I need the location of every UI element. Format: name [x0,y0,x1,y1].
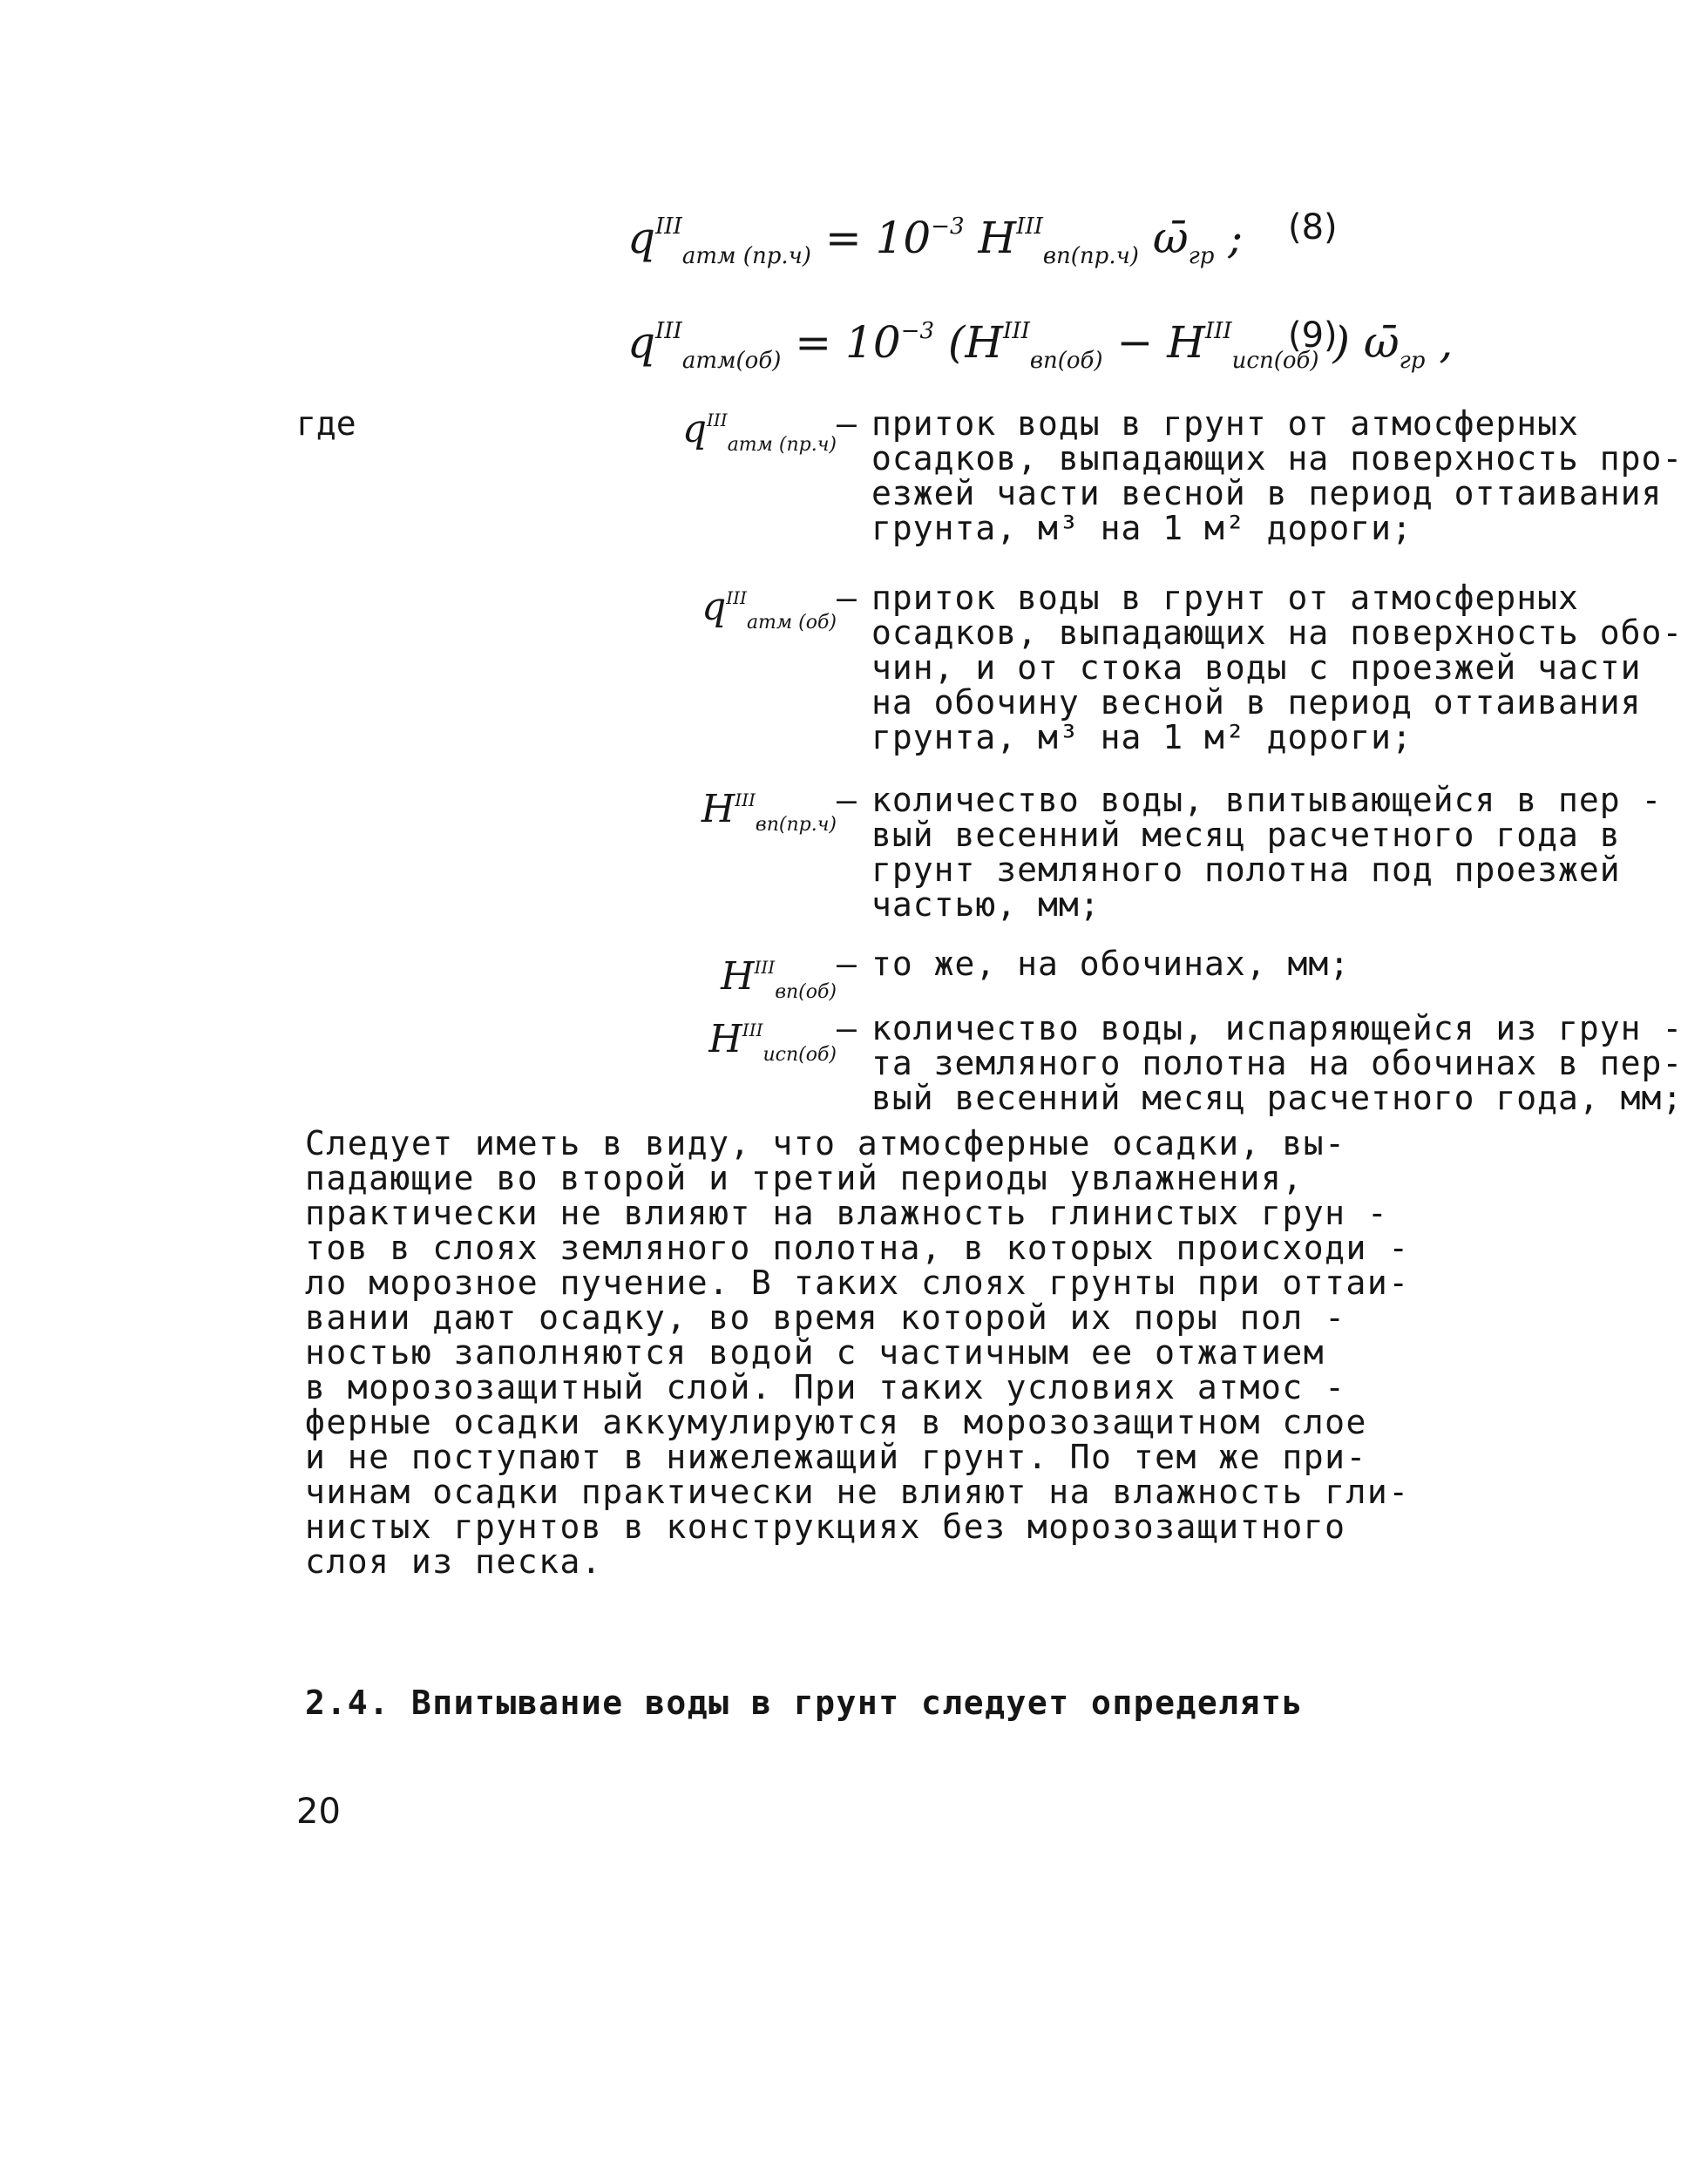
definition-dash: – [837,404,857,443]
equation-8 [627,200,1243,282]
paragraph-line: слоя из песка. [305,1542,603,1581]
body-paragraph [305,1126,1420,1579]
paragraph-line: ферные осадки аккумулируются в морозозащитном слое [305,1403,1367,1441]
eq8-rhs: = 10 [824,213,932,263]
definition-dash: – [837,1009,857,1047]
where-label: где [296,404,356,443]
paragraph-line: чинам осадки практически не влияют на влажность гли- [305,1473,1410,1511]
paragraph-line: Следует иметь в виду, что атмосферные осадки, вы- [305,1124,1346,1162]
definition-dash: – [837,579,857,617]
definition-line: грунта, м³ на 1 м² дороги; [871,509,1413,547]
definition-symbol: $H^{III}_{исп(об)}$ [708,1017,837,1066]
definition-line: осадков, выпадающих на поверхность про- [871,439,1684,478]
eq9-omega: ω̄ [1363,317,1400,368]
paragraph-line: падающие во второй и третий периоды увлажнения, [305,1159,1304,1197]
eq8-term-sub: вп(пр.ч) [1042,243,1139,269]
definition-text [871,783,1708,922]
definition-dash: – [837,945,857,983]
definition-h-vp-prch [296,781,1663,924]
definition-symbol: $q^{III}_{атм (об)}$ [702,585,837,634]
eq8-exp: −3 [931,213,965,240]
paragraph-line: и не поступают в нижележащий грунт. По тем же при- [305,1438,1367,1476]
paragraph-line: практически не влияют на влажность глинистых грун - [305,1194,1389,1232]
eq9-rhs: = 10 [795,317,901,368]
definition-line: езжей части весной в период оттаивания [871,474,1663,512]
eq9-term1: (H [947,317,1004,368]
definition-text [871,406,1708,546]
paragraph-line: тов в слоях земляного полотна, в которых происходи - [305,1229,1410,1267]
eq8-lhs-sub: атм (пр.ч) [681,243,811,269]
definition-line: грунт земляного полотна под проезжей [871,850,1621,889]
equation-9-number: (9) [1288,315,1338,356]
definition-line: количество воды, испаряющейся из грун - [871,1009,1684,1047]
eq8-lhs-sup: III [655,213,682,240]
definition-line: вый весенний месяц расчетного года, мм; [871,1079,1684,1117]
page-number: 20 [296,1792,341,1832]
definition-dash: – [837,781,857,819]
eq8-term-sup: III [1016,213,1043,240]
eq9-lhs-sup: III [655,318,682,344]
paragraph-line: вании дают осадку, во время которой их поры пол - [305,1298,1346,1337]
eq9-term1-sup: III [1003,318,1030,344]
definition-line: осадков, выпадающих на поверхность обо- [871,613,1684,652]
section-2-4-paragraph [305,1685,1420,1720]
eq9-tail: , [1439,317,1454,368]
paragraph-line: нистых грунтов в конструкциях без морозозащитного [305,1508,1346,1546]
paragraph-line: ностью заполняются водой с частичным ее отжатием [305,1333,1325,1372]
eq9-term2-sup: III [1204,318,1232,344]
definition-text [871,580,1708,755]
eq9-lhs: q [627,317,656,368]
definition-symbol: $q^{III}_{атм (пр.ч)}$ [681,407,837,456]
definition-line: вый весенний месяц расчетного года в [871,816,1621,854]
definition-line: количество воды, впитывающейся в пер - [871,781,1663,819]
definition-text [871,946,1708,981]
eq8-omega: ω̄ [1152,213,1189,263]
eq9-term2-sub: исп(об) [1231,348,1319,374]
eq8-tail: ; [1228,213,1244,263]
eq8-omega-sub: гр [1188,243,1215,269]
equation-8-number: (8) [1288,207,1338,247]
definition-q-atm-prch [296,404,1684,547]
eq9-lhs-sub: атм(об) [681,348,782,374]
definition-symbol: $H^{III}_{вп(об)}$ [721,954,837,1003]
eq8-lhs: q [627,213,656,263]
definition-line: та земляного полотна на обочинах в пер- [871,1044,1684,1082]
eq9-close: ) [1332,317,1350,368]
definition-q-atm-ob [296,579,1684,756]
definition-line: частью, мм; [871,885,1101,924]
paragraph-line: ло морозное пучение. В таких слоях грунты при оттаи- [305,1264,1410,1302]
definition-text [871,1011,1708,1115]
definition-line: приток воды в грунт от атмосферных [871,404,1579,443]
paragraph-line: 2.4. Впитывание воды в грунт следует определять [305,1684,1304,1722]
definition-line: грунта, м³ на 1 м² дороги; [871,718,1413,756]
eq9-exp: −3 [900,318,935,344]
eq8-term: H [978,213,1017,263]
definition-line: на обочину весной в период оттаивания [871,683,1642,722]
eq9-term1-sub: вп(об) [1029,348,1103,374]
definition-h-isp-ob [296,1009,1684,1117]
definition-line: чин, и от стока воды с проезжей части [871,648,1642,687]
eq9-omega-sub: гр [1399,348,1426,374]
eq9-minus: − H [1116,317,1205,368]
paragraph-line: в морозозащитный слой. При таких условиях атмос - [305,1368,1346,1406]
definition-symbol: $H^{III}_{вп(пр.ч)}$ [701,787,837,836]
definition-line: то же, на обочинах, мм; [871,945,1351,983]
definition-line: приток воды в грунт от атмосферных [871,579,1579,617]
